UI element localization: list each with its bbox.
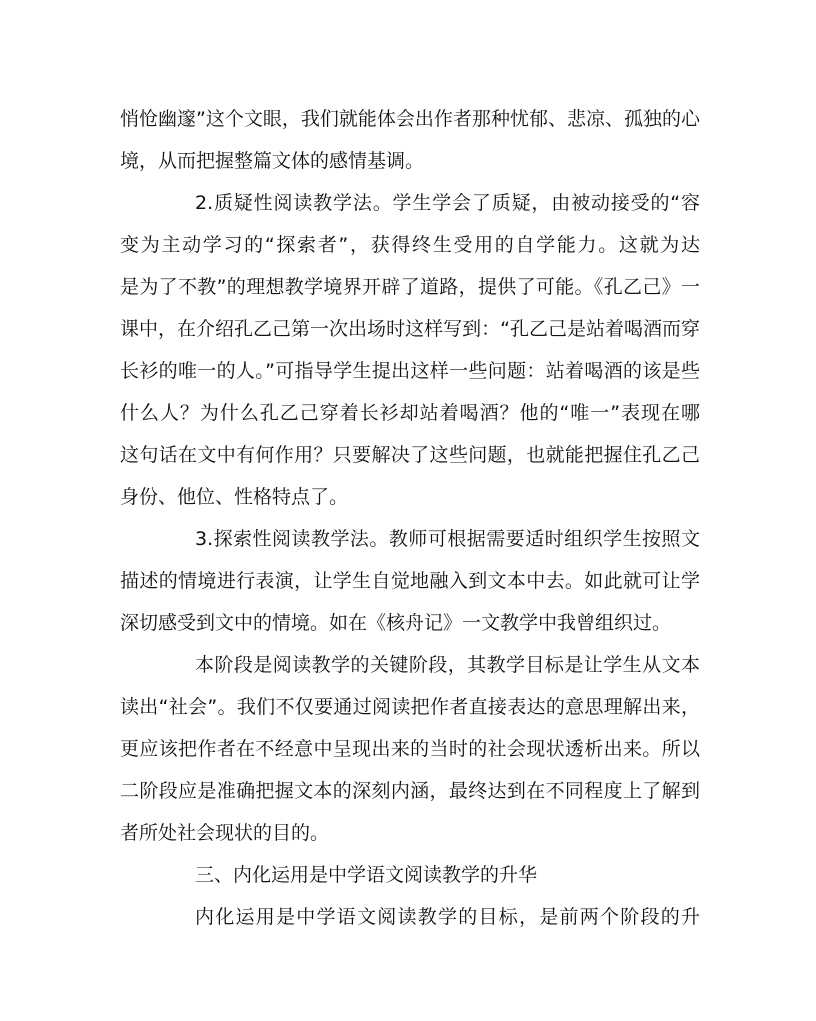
text-line-11: 3.探索性阅读教学法。教师可根据需要适时组织学生按照文 xyxy=(195,528,700,550)
text-line-13: 深切感受到文中的情境。如在《核舟记》一文教学中我曾组织过。 xyxy=(120,612,672,634)
text-line-2: 境，从而把握整篇文体的感情基调。 xyxy=(120,150,425,172)
text-line-17: 二阶段应是准确把握文本的深刻内涵，最终达到在不同程度上了解到 xyxy=(120,780,700,802)
text-line-18: 者所处社会现状的目的。 xyxy=(120,822,330,844)
text-line-1: 悄怆幽邃”这个文眼，我们就能体会出作者那种忧郁、悲凉、孤独的心 xyxy=(120,108,700,130)
text-line-14: 本阶段是阅读教学的关键阶段，其教学目标是让学生从文本 xyxy=(195,654,700,676)
text-line-10: 身份、他位、性格特点了。 xyxy=(120,486,349,508)
text-line-12: 描述的情境进行表演，让学生自觉地融入到文本中去。如此就可让学 xyxy=(120,570,700,592)
text-line-9: 这句话在文中有何作用？只要解决了这些问题，也就能把握住孔乙己 xyxy=(120,444,700,466)
text-line-3: 2.质疑性阅读教学法。学生学会了质疑，由被动接受的“容 xyxy=(195,192,700,214)
text-line-4: 变为主动学习的“探索者”，获得终生受用的自学能力。这就为达 xyxy=(120,234,700,256)
text-line-8: 什么人？为什么孔乙己穿着长衫却站着喝酒？他的“唯一”表现在哪 xyxy=(120,402,700,424)
text-line-15: 读出“社会”。我们不仅要通过阅读把作者直接表达的意思理解出来， xyxy=(120,696,700,718)
section-heading: 三、内化运用是中学语文阅读教学的升华 xyxy=(195,864,538,886)
text-line-16: 更应该把作者在不经意中呈现出来的当时的社会现状透析出来。所以 xyxy=(120,738,700,760)
text-line-5: 是为了不教”的理想教学境界开辟了道路，提供了可能。《孔乙己》一 xyxy=(120,276,700,298)
text-line-20: 内化运用是中学语文阅读教学的目标，是前两个阶段的升 xyxy=(195,906,700,928)
text-line-7: 长衫的唯一的人。”可指导学生提出这样一些问题：站着喝酒的该是些 xyxy=(120,360,700,382)
text-line-6: 课中，在介绍孔乙己第一次出场时这样写到：“孔乙己是站着喝酒而穿 xyxy=(120,318,700,340)
